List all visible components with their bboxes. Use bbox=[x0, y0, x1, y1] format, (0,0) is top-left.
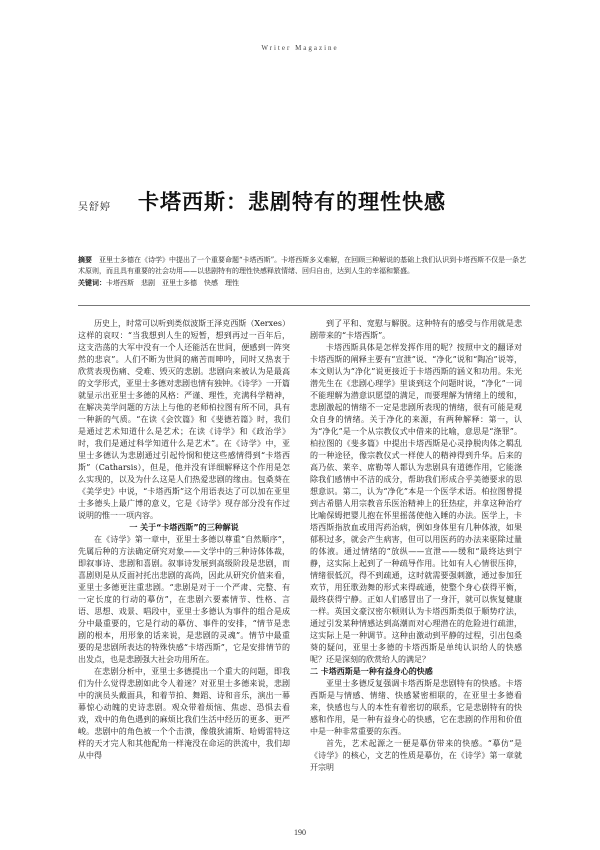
body-column-left bbox=[78, 318, 290, 762]
article-author: 吴舒婷 bbox=[78, 202, 111, 213]
section-heading-2: 二 卡塔西斯是一种有益身心的快感 bbox=[310, 667, 433, 676]
body-paragraph: 在悲剧分析中，亚里士多德提出一个重大的问题，即我们为什么觉得悲剧如此令人着迷？对亚里士多德来说，悲剧中的演员头戴面具，和着节拍、舞蹈、诗和音乐，演出一幕幕惊心动魄的史诗悲剧。观众带着烦恼、焦虑、恐惧去看戏，戏中的角色遇到的麻烦比我们生活中经历的更多、更严峻。悲剧中的角色被一个个击溃，像俄狄浦斯、哈姆雷特这样的天才完人和其他配角一样淹没在命运的洪流中，我们却从中得 bbox=[78, 667, 290, 760]
abstract-divider bbox=[78, 305, 530, 306]
page-number: 190 bbox=[294, 828, 306, 837]
body-paragraph: 首先，艺术起源之一便是摹仿带来的快感。“摹仿”是《诗学》的核心，文艺的性质是摹仿，在《诗学》第一章就开宗明 bbox=[310, 739, 522, 772]
abstract bbox=[78, 255, 530, 277]
body-paragraph: 到了平和、宽慰与解脱。这种特有的感受与作用就是悲剧带来的“卡塔西斯”。 bbox=[310, 319, 522, 340]
body-paragraph: 在《诗学》第一章中，亚里士多德以尊重“自然顺序”，先属后种的方法确定研究对象——文学中的三种诗体体裁，即叙事诗、悲剧和喜剧。叙事诗发展到高级阶段是悲剧，而喜剧则是从反面衬托出悲剧的高尚，因此从研究价值来看，亚里士多德更注重悲剧。“悲剧是对于一个严肃、完整、有一定长度的行动的摹仿”，在悲剧六要素情节、性格、言语、思想、戏景、唱段中，亚里士多德认为事件的组合是成分中最重要的，它是行动的摹仿、事件的安排，“情节是悲剧的根本，用形象的话来说，是悲剧的灵魂”。情节中最重要的是悲剧所表达的特殊快感“卡塔西斯”，它是安排情节的出发点，也是悲剧强大社会功用所在。 bbox=[78, 535, 290, 664]
body-paragraph: 卡塔西斯具体是怎样发挥作用的呢？按照中文的翻译对卡塔西斯的阐释主要有“宣泄”说、“净化”说和“陶冶”说等，本文则认为“净化”说更接近于卡塔西斯的涵义和功用。朱光潜先生在《悲剧心理学》里谈到这个问题时说，“净化”一词不能理解为潜意识愿望的满足，而要理解为情绪上的缓和，悲剧激起的情绪不一定是悲剧所表现的情绪，很有可能是观众自身的情绪。关于净化的来源，有两种解释：第一，认为“净化”是一个从宗教仪式中借来的比喻，意思是“涤罪”。柏拉图的《斐多篇》中提出卡塔西斯是心灵挣脱肉体之羁乱的一种途径，像宗教仪式一样使人的精神得到升华。后来的高乃依、莱辛、席勒等人都认为悲剧具有道德作用，它能涤除我们感情中不洁的成分，帮助我们形成合乎美德要求的思想意识。第二，认为“净化”本是一个医学术语。柏拉图曾提到古希腊人用宗教音乐医治精神上的狂热症，并拿这种治疗比喻保姆把婴儿抱在怀里摇荡使他入睡的办法。医学上，卡塔西斯指放血或用泻药治病，例如身体里有几种体液，如果郁积过多，就会产生病害，但可以用医药的办法来驱除过量的体液。通过情绪的“放纵——宣泄——缓和”最终达到宁静，这实际上起到了一种疏导作用。比如有人心情很压抑，情绪很低沉，得不到疏通，这时就需要强刺激，通过参加狂欢节，用狂歌劲舞的形式来得疏通，使整个身心获得平衡，最终获得宁静。正如人们感冒出了一身汗，就可以恢复健康一样。英国文豪汉密尔顿则认为卡塔西斯类似于顺势疗法，通过引发某种情感达到高潮而对心理潜在的危险进行疏泄，这实际上是一种调节。这种由激动到平静的过程，引出包桑葵的疑问，亚里士多德的卡塔西斯是单纯认识给人的快感呢？还是深刻的欣赏给人的满足？ bbox=[310, 343, 522, 664]
section-heading-1: 一 关于“卡塔西斯”的三种解说 bbox=[129, 523, 239, 532]
keywords-text: 卡塔西斯 悲剧 亚里士多德 快感 理性 bbox=[106, 279, 239, 287]
magazine-header: Writer Magazine bbox=[261, 44, 339, 52]
abstract-block bbox=[78, 255, 530, 289]
body-paragraph: 亚里士多德反复强调卡塔西斯是悲剧特有的快感。卡塔西斯是与情感、情绪、快感紧密相联的，在亚里士多德看来，快感也与人的本性有着密切的联系，它是悲剧特有的快感和作用，是一种有益身心的快感，它在悲剧的作用和价值中是一种非常重要的东西。 bbox=[310, 679, 522, 736]
keywords bbox=[78, 278, 530, 289]
body-column-right bbox=[310, 318, 522, 774]
article-title: 卡塔西斯：悲剧特有的理性快感 bbox=[138, 190, 446, 214]
abstract-label: 摘要 bbox=[78, 256, 92, 264]
abstract-text: 亚里士多德在《诗学》中提出了一个重要命题“卡塔西斯”。卡塔西斯多义难解，在回顾三种解说的基础上我们认识到卡塔西斯不仅是一条艺术原则，而且具有重要的社会功用——以悲剧特有的理性快感释放情绪、回归自由，达到人生的幸福和繁盛。 bbox=[78, 256, 527, 275]
keywords-label: 关键词： bbox=[78, 279, 106, 287]
body-paragraph: 历史上，时常可以听到类似波斯王泽克西斯（Xerxes）这样的哀叹：“当我想到人生的短暂，想到再过一百年后，这支浩荡的大军中没有一个人还能活在世间，便感到一阵突然的悲哀”。人们不断为世间的痛苦而呻吟，同时又热衷于欣赏表现伤痛、受难、毁灭的悲剧。悲剧向来被认为是最高的文学形式，亚里士多德对悲剧也情有独钟。《诗学》一开篇就显示出亚里士多德的风格：严谨、理性，充满科学精神，在解决美学问题的方法上与他的老师柏拉图有所不同，具有一种新的气质。“在读《会饮篇》和《斐德若篇》时，我们是通过艺术知道什么是艺术；在读《诗学》和《政治学》时，我们是通过科学知道什么是艺术”。在《诗学》中，亚里士多德认为悲剧通过引起怜悯和使这些感情得到“卡塔西斯”（Catharsis），但是，他并没有详细解释这个作用是怎么实现的，以及为什么这是人们热爱悲剧的缘由。包桑葵在《美学史》中说，“卡塔西斯”这个用语表达了可以加在亚里士多德头上最广博的意义，它是《诗学》现存部分没有作过说明的惟一一项内容。 bbox=[78, 319, 290, 520]
